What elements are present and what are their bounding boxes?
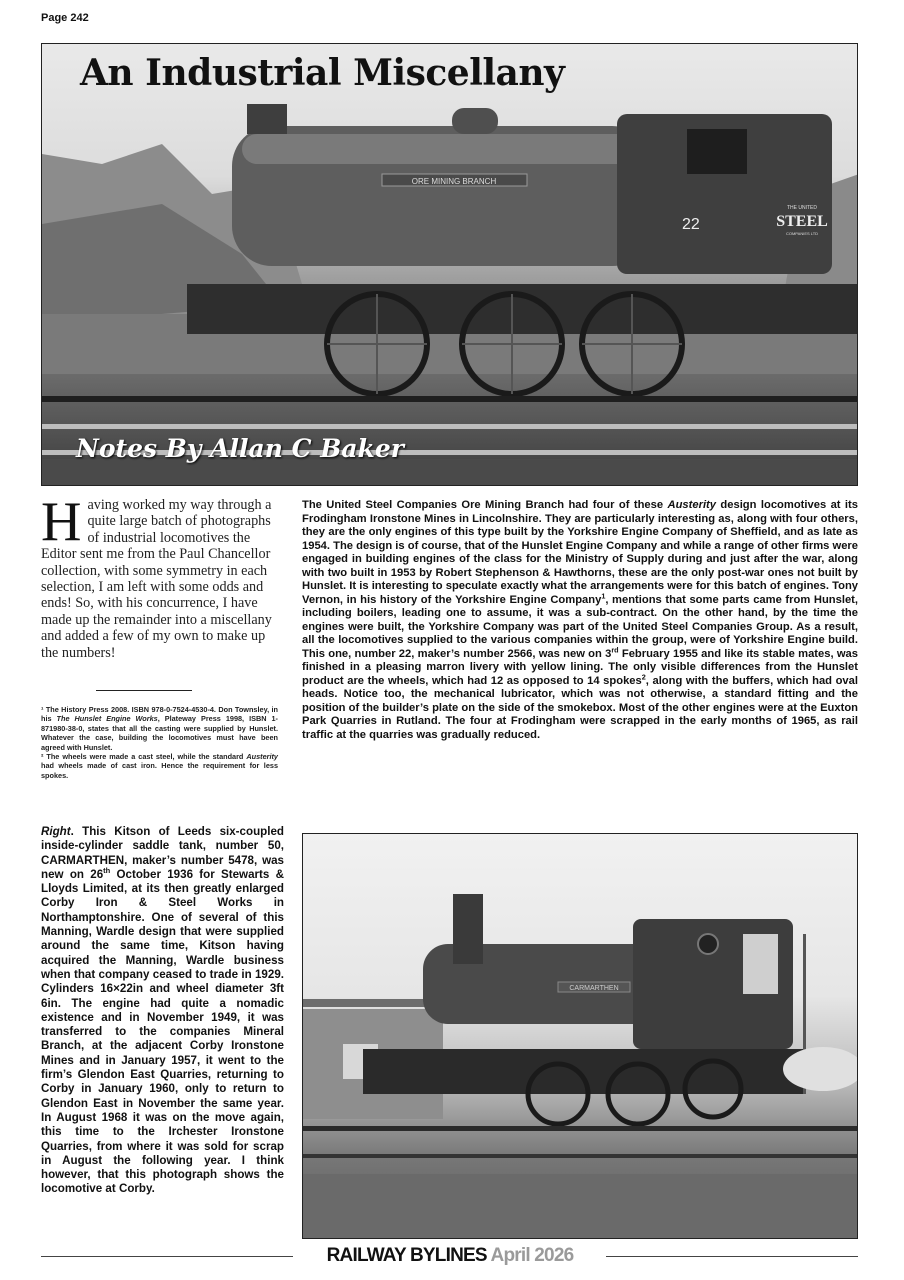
footer-rule-left (41, 1256, 293, 1257)
drop-cap: H (41, 491, 82, 553)
footer (300, 1245, 600, 1267)
cab-lettering-steel: STEEL (776, 213, 828, 230)
nameplate-text: CARMARTHEN (569, 985, 619, 992)
article-byline: Notes By Allan C Baker (76, 434, 404, 463)
cab-window (687, 129, 747, 174)
magazine-name: RAILWAY BYLINES (326, 1245, 487, 1266)
cab-opening (743, 934, 778, 994)
rail-2 (42, 424, 858, 429)
caption-lead: Right (41, 825, 71, 838)
page-number: Page 242 (41, 12, 89, 24)
rail (42, 396, 858, 402)
footnote-1: ¹ The History Press 2008. ISBN 978-0-7524-4530-4. Don Townsley, in his The Hunslet Engine Works, Plateway Press 1998, ISBN 1-871980-38-0, states that all the casting were supplied by Hunslet. Whatever the case, building the locomotives must have been agreed with Hunslet. (41, 705, 278, 752)
footnote-2: ² The wheels were made a cast steel, while the standard Austerity had wheels made of cast iron. Hence the requirement for less spokes. (41, 752, 278, 780)
kitson-tank-photo-illustration (303, 834, 858, 1239)
saddle-tank-photo-illustration (42, 44, 858, 486)
top-photograph (41, 43, 858, 486)
footnote-divider (96, 690, 192, 691)
cab-lettering-top: THE UNITED (787, 205, 817, 211)
footnotes (41, 705, 278, 780)
footer-rule-right (606, 1256, 858, 1257)
tank-highlight (242, 134, 642, 164)
chimney (453, 894, 483, 964)
intro-text: aving worked my way through a quite large batch of photographs of industrial locomotives the Editor sent me from the Paul Chancellor collection, with some symmetry in each selection, I am left with some odds and ends! So, with his concurrence, I have made up the remainder into a miscellany and added a few of my own to make up the numbers! (41, 497, 272, 661)
rail (303, 1126, 858, 1131)
intro-paragraph (41, 491, 278, 661)
loco-number: 22 (682, 216, 700, 233)
bottom-photograph (302, 833, 858, 1239)
rail-2 (303, 1154, 858, 1158)
tank-plate-text: ORE MINING BRANCH (411, 177, 497, 186)
dome (452, 108, 498, 134)
article-title: An Industrial Miscellany (80, 52, 565, 94)
cab-lettering-bottom: COMPANIES LTD (785, 231, 819, 236)
issue-date: April 2026 (490, 1245, 574, 1266)
frames (187, 284, 857, 334)
main-caption-text: The United Steel Companies Ore Mining Branch had four of these Austerity design locomotives at its Frodingham Ironstone Mines in Lincolnshire. They are particularly interesting as, along with four others, they are the only engines of this type built by the Yorkshire Engine Company of Sheffield, and as late as 1954. The design is of course, that of the Hunslet Engine Company and while a range of other firms were engaged in building engines of the class for the Ministry of Supply during and just after the war, along with two built in 1953 by Robert Stephenson & Hawthorns, these are the only post-war ones not built by Hunslet. It is interesting to speculate exactly what the arrangements were for this batch of engines. Tony Vernon, in his history of the Yorkshire Engine Company$^1$, mentions that some parts came from Hunslet, including boilers, leading one to assume, it was a sub-contract. On the other hand, by the time the engines were built, the Yorkshire Company was part of the United Steel Companies Group. As a result, all the locomotives supplied to the various companies within the group, were of Yorkshire Engine build. This one, number 22, maker’s number 2566, was new on 3rd February 1955 and like its stable mates, was finished in a pleasing marron livery with yellow lining. The only visible differences from the Hunslet product are the wheels, which had 12 as opposed to 14 spokes$^2$, along with the buffers, which had oval heads. Notice too, the mechanical lubricator, which was not otherwise, a standard fitting and the position of the builder’s plate on the side of the smokebox. Most of the other engines were at the Euxton Park Quarries in Rutland. The four at Frodingham were scrapped in the early months of 1965, as rail traffic at the quarries was gradually reduced. (302, 499, 858, 741)
cab-spectacle (698, 934, 718, 954)
bottom-photo-caption: Right. This Kitson of Leeds six-coupled inside-cylinder saddle tank, number 50, CARMARTHEN, maker’s number 5478, was new on 26th October 1936 for Stewarts & Lloyds Limited, at its then greatly enlarged Corby Iron & Steel Works in Northamptonshire. One of several of this Manning, Wardle design that were supplied around the same time, Kitson having acquired the Manning, Wardle business when that company ceased to trade in 1929. Cylinders 16×22in and wheel diameter 3ft 6in. The engine had quite a nomadic existence and in November 1949, it was transferred to the companies Mineral Branch, at the adjacent Corby Ironstone Mines and in January 1957, it went to the firm’s Glendon East Quarries, returning to Corby in January 1960, only to return to Glendon East in November the same year. In August 1968 it was on the move again, this time to the Irchester Ironstone Quarries, from where it was sold for scrap in August the following year. I think however, that this photograph shows the locomotive at Corby. (41, 825, 284, 1196)
chimney (247, 104, 287, 134)
ballast (42, 459, 858, 486)
ground (303, 1174, 858, 1239)
